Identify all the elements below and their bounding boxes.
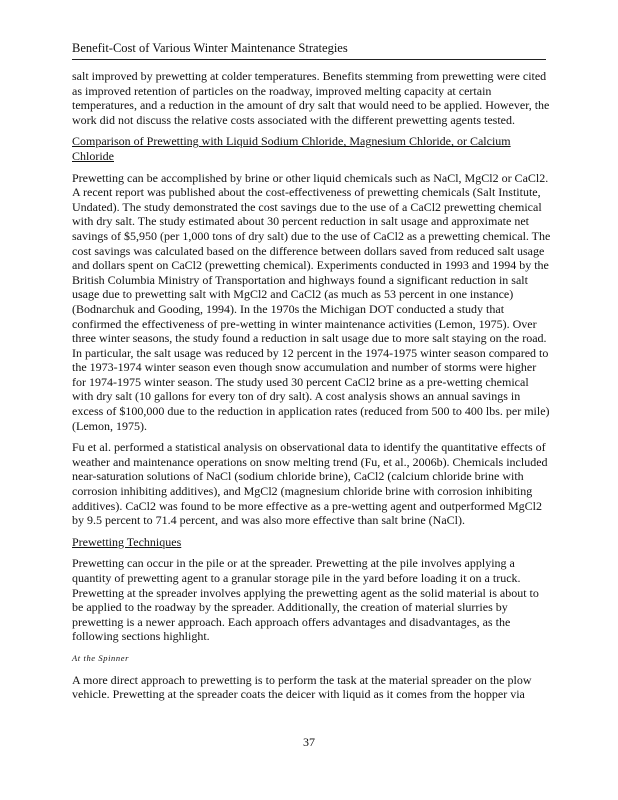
paragraph-5: A more direct approach to prewetting is to perform the task at the material spreader on the plow vehicle. Prewetting at the spreader coats the deicer with liquid as it comes from the hopper via: [72, 672, 532, 702]
running-header: Benefit-Cost of Various Winter Maintenance Strategies: [72, 40, 546, 60]
paragraph-2: Prewetting can be accomplished by brine or other liquid chemicals such as NaCl, MgCl2 or CaCl2. A recent report was published about the cost-effectiveness of prewetting chemicals (Salt Institute, Undated). The study demonstrated the cost savings due to the use of a CaCl2 prewetting chemical with dry salt. The study estimated about 30 percent reduction in salt usage and approximate net savings of $5,950 (per 1,000 tons of dry salt) due to the use of CaCl2 as a prewetting chemical. The cost savings was calculated based on the difference between dollars saved from reduced salt usage and dollars spent on CaCl2 (prewetting chemical). Experiments conducted in 1993 and 1994 by the British Columbia Ministry of Transportation and highways found a significant reduction in salt usage due to prewetting salt with MgCl2 and CaCl2 (as much as 53 percent in one instance) (Bodnarchuk and Gooding, 1994). In the 1970s the Michigan DOT conducted a study that confirmed the effectiveness of pre-wetting in winter maintenance activities (Lemon, 1975). Over three winter seasons, the study found a reduction in salt usage due to more salt staying on the road. In particular, the salt usage was reduced by 12 percent in the 1974-1975 winter season compared to the 1973-1974 winter season even though snow accumulation and number of storms were higher for 1974-1975 winter season. The study used 30 percent CaCl2 brine as a pre-wetting chemical with dry salt (10 gallons for every ton of dry salt). A cost analysis shows an annual savings in excess of $100,000 due to the reduction in application rates (reduced from 500 to 400 lbs. per mile) (Lemon, 1975).: [72, 170, 551, 433]
paragraph-4: Prewetting can occur in the pile or at the spreader. Prewetting at the pile involves applying a quantity of prewetting agent to a granular storage pile in the yard before loading it on a truck. Prewetting at the spreader involves applying the prewetting agent as the solid material is about to be applied to the roadway by the spreader. Additionally, the creation of material slurries by prewetting is a newer approach. Each approach offers advantages and disadvantages, as the following sections highlight.: [72, 556, 539, 644]
paragraph-3: Fu et al. performed a statistical analysis on observational data to identify the quantitative effects of weather and maintenance operations on snow melting trend (Fu, et al., 2006b). Chemicals included near-saturation solutions of NaCl (sodium chloride brine), CaCl2 (calcium chloride brine with corrosion inhibiting additives), and MgCl2 (magnesium chloride brine with corrosion inhibiting additives). CaCl2 was found to be more effective as a pre-wetting agent and outperformed MgCl2 by 9.5 percent to 71.4 percent, and was also more effective than salt brine (NaCl).: [72, 440, 548, 528]
section-heading-comparison: Comparison of Prewetting with Liquid Sodium Chloride, Magnesium Chloride, or Calcium Chloride: [72, 134, 511, 163]
body-text: [72, 69, 552, 709]
subheading-at-the-spinner: At the Spinner: [72, 652, 130, 663]
paragraph-1: salt improved by prewetting at colder temperatures. Benefits stemming from prewetting were cited as improved retention of particles on the roadway, improved melting capacity at certain temperatures, and a reduction in the amount of dry salt that would need to be applied. However, the work did not discuss the relative costs associated with the different prewetting agents tested.: [72, 69, 550, 127]
section-heading-prewetting-techniques: Prewetting Techniques: [72, 534, 182, 549]
page-number: 37: [303, 735, 315, 749]
